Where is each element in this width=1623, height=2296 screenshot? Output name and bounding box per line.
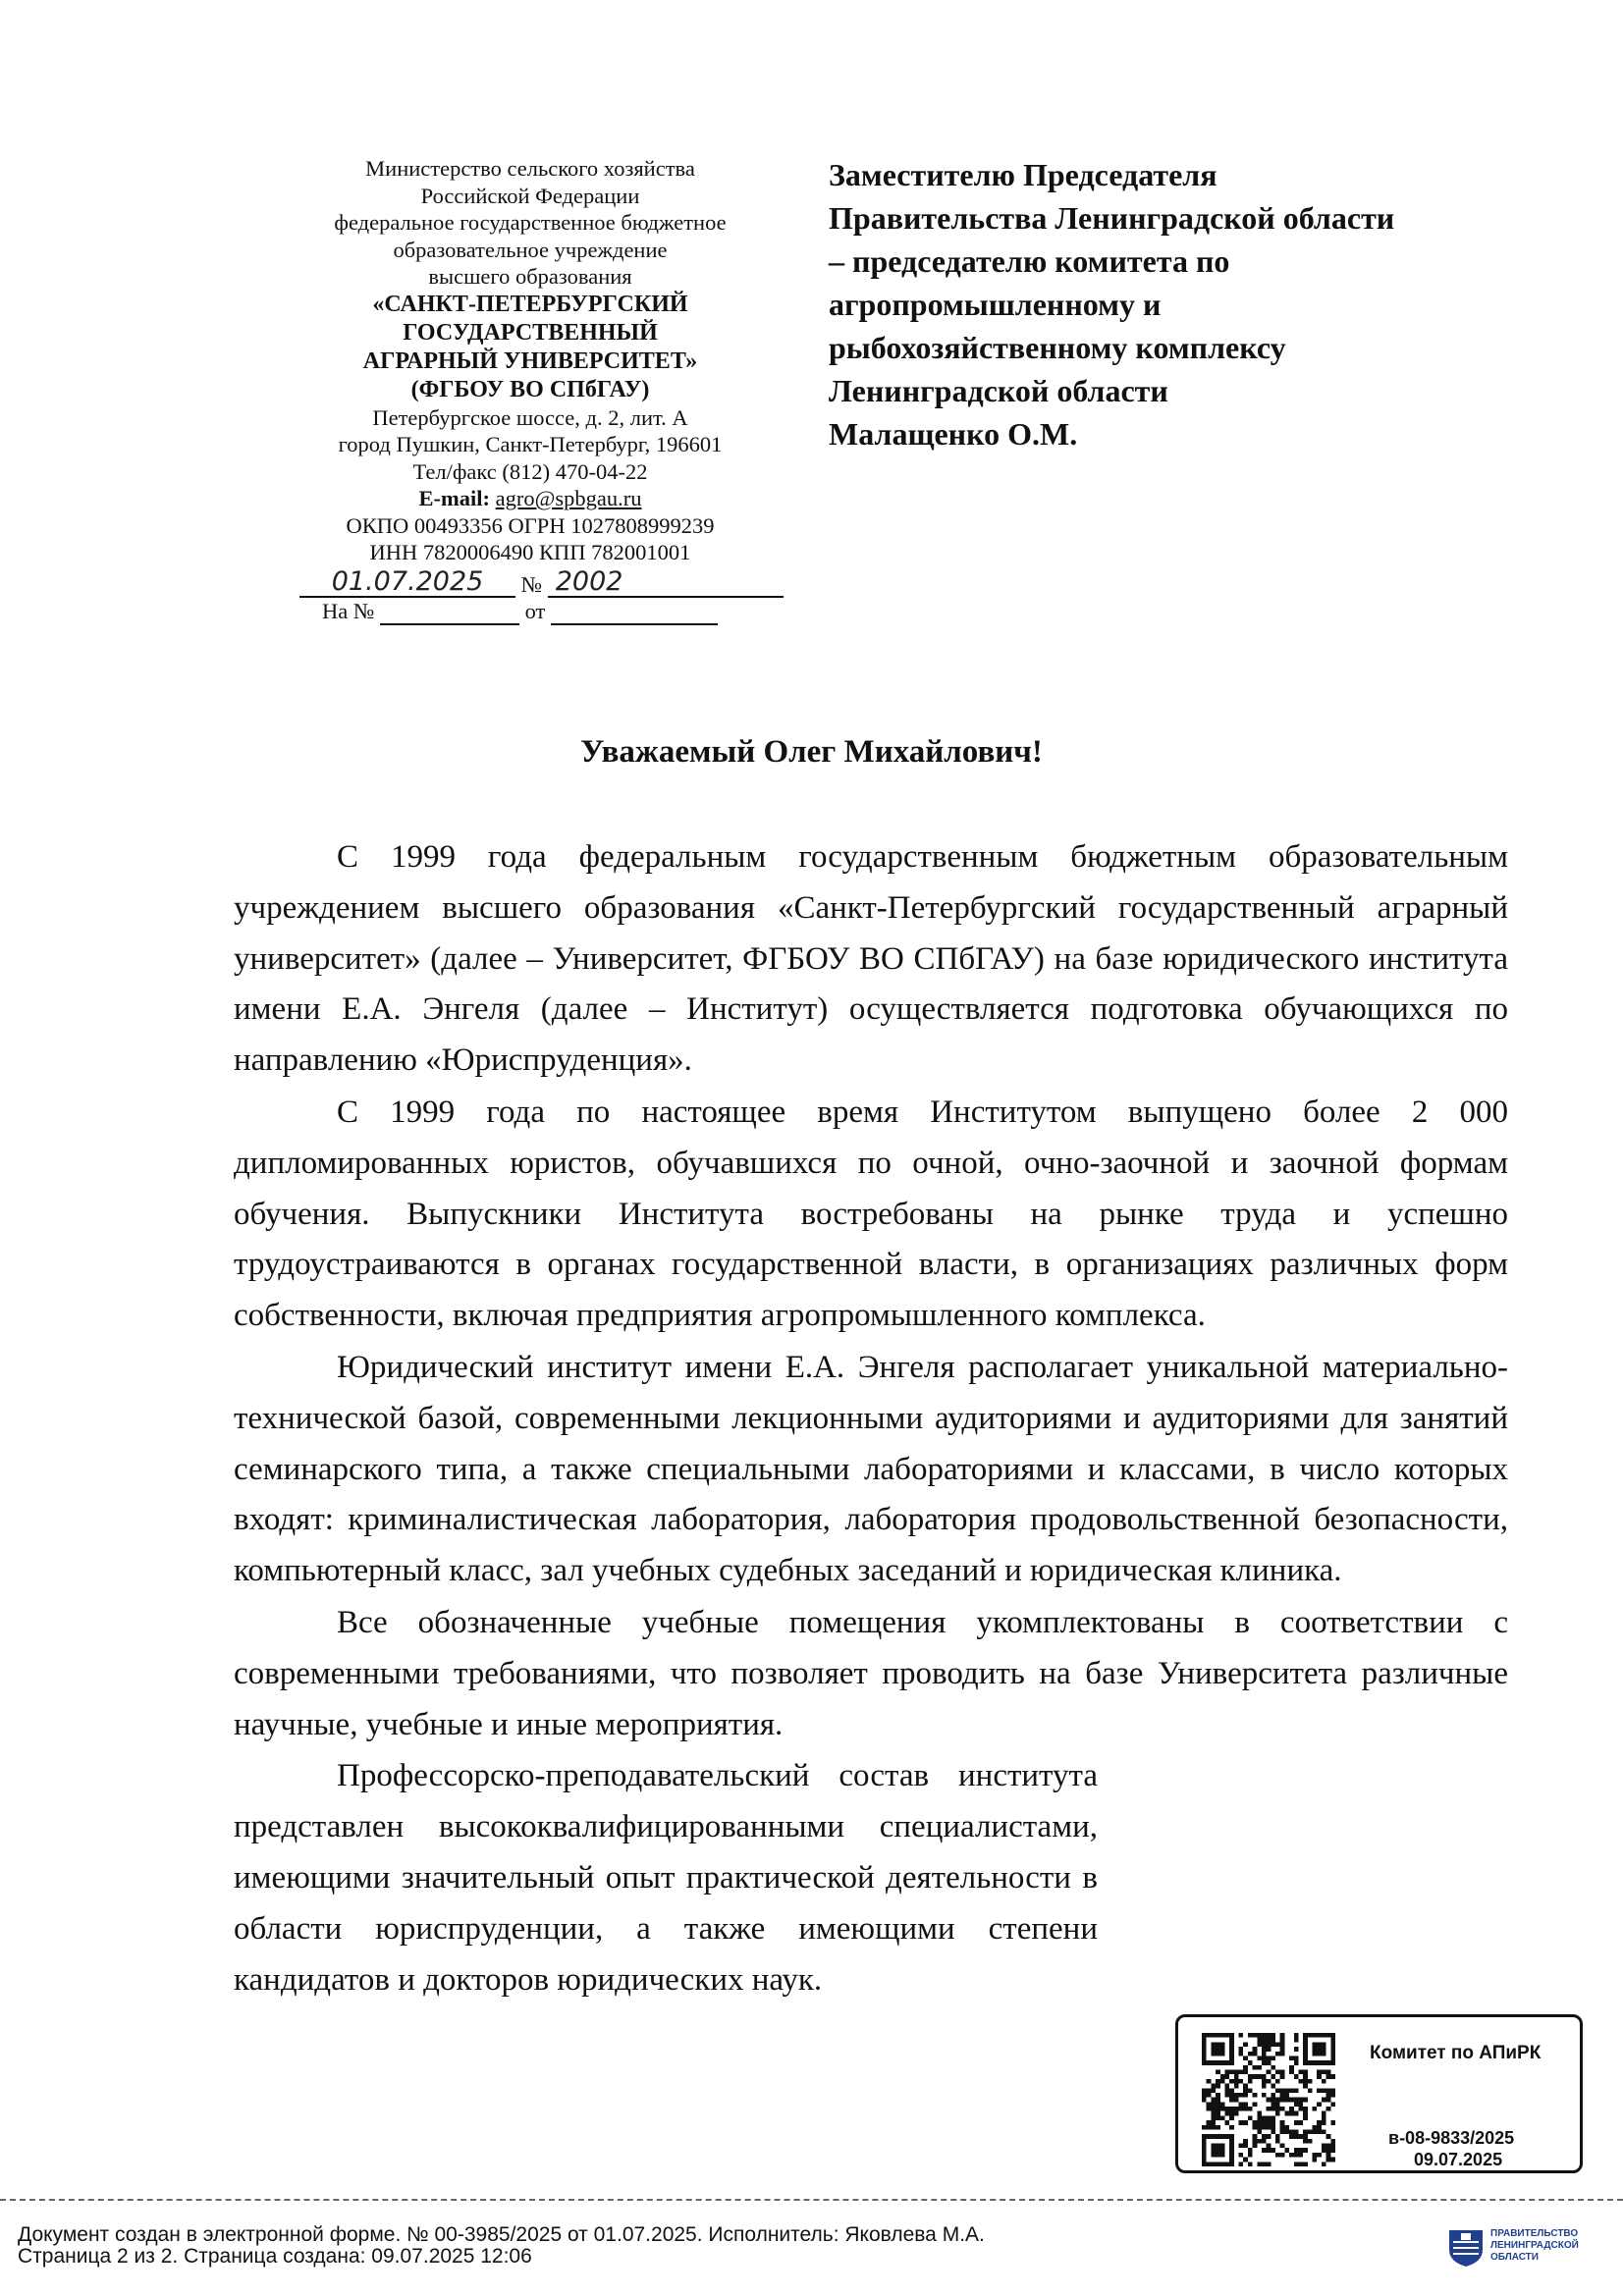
body-paragraph: Юридический институт имени Е.А. Энгеля располагает уникальной материально-технической базой, современными лекционными аудиториями и аудиториями для занятий семинарского типа, а также специальными лабораториями и классами, в число которых входят: криминалистическая лаборатория, лаборатория продовольственной безопасности, компьютерный класс, зал учебных судебных заседаний и юридическая клиника. [234, 1349, 1508, 1589]
sender-org-name: АГРАРНЫЙ УНИВЕРСИТЕТ» [362, 347, 698, 374]
body-paragraph: Профессорско-преподавательский состав института представлен высококвалифицированными специалистами, имеющими значительный опыт практической деятельности в области юриспруденции, а также имеющими степени кандидатов и докторов юридических наук. [234, 1758, 1098, 1998]
sender-org-name: ГОСУДАРСТВЕННЫЙ [403, 319, 658, 346]
addressee-line: Заместителю Председателя [829, 157, 1217, 192]
outgoing-number: 2002 [555, 565, 623, 597]
from-label: от [524, 599, 546, 623]
logo-line: ОБЛАСТИ [1490, 2252, 1539, 2263]
sender-line: Российской Федерации [420, 183, 640, 208]
addressee-line: – председателю комитета по [829, 243, 1230, 279]
body-paragraph: Все обозначенные учебные помещения укомплектованы в соответствии с современными требованиями, что позволяет проводить на базе Университета различные научные, учебные и иные мероприятия. [234, 1604, 1508, 1742]
email-label: E-mail: [418, 486, 491, 510]
sender-address: город Пушкин, Санкт-Петербург, 196601 [338, 432, 723, 456]
number-label: № [520, 571, 543, 597]
sender-line: образовательное учреждение [393, 237, 668, 262]
reply-date-field [551, 602, 718, 625]
sender-line: высшего образования [428, 264, 632, 289]
outgoing-date-field [299, 565, 515, 599]
outgoing-reference [265, 565, 795, 599]
addressee-line: рыбохозяйственному комплексу [829, 330, 1286, 365]
footer-document-info: Документ создан в электронной форме. № 00-3985/2025 от 01.07.2025. Исполнитель: Яковлева М.А. [18, 2223, 985, 2246]
government-logo [1447, 2226, 1579, 2273]
sender-org-name: «САНКТ-ПЕТЕРБУРГСКИЙ [372, 291, 688, 317]
sender-line: федеральное государственное бюджетное [334, 210, 727, 235]
sender-org-abbr: (ФГБОУ ВО СПбГАУ) [410, 376, 650, 402]
addressee-line: агропромышленному и [829, 287, 1162, 322]
sender-inn: ИНН 7820006490 КПП 782001001 [369, 540, 691, 564]
letter-body [234, 832, 1508, 2006]
stamp-date: 09.07.2025 [1414, 2150, 1503, 2169]
coat-of-arms-icon [1447, 2228, 1485, 2268]
addressee-line: Правительства Ленинградской области [829, 200, 1395, 236]
sender-letterhead [265, 155, 795, 625]
footer-divider [0, 2199, 1623, 2201]
footer-page-info: Страница 2 из 2. Страница создана: 09.07.2025 12:06 [18, 2245, 532, 2268]
footer [18, 2224, 985, 2268]
salutation: Уважаемый Олег Михайлович! [580, 734, 1043, 770]
email-link[interactable]: agro@spbgau.ru [495, 486, 642, 510]
logo-line: ПРАВИТЕЛЬСТВО [1490, 2228, 1579, 2239]
logo-line: ЛЕНИНГРАДСКОЙ [1490, 2240, 1579, 2251]
outgoing-number-field [548, 565, 784, 599]
body-paragraph: С 1999 года федеральным государственным бюджетным образовательным учреждением высшего образования «Санкт-Петербургский государственный аграрный университет» (далее – Университет, ФГБОУ ВО СПбГАУ) на базе юридического института имени Е.А. Энгеля (далее – Институт) осуществляется подготовка обучающихся по направлению «Юриспруденция». [234, 839, 1508, 1079]
reply-reference [265, 598, 795, 625]
stamp-organization: Комитет по АПиРК [1370, 2043, 1542, 2063]
sender-okpo: ОКПО 00493356 ОГРН 1027808999239 [346, 512, 715, 538]
reply-label: На № [322, 599, 375, 623]
outgoing-date: 01.07.2025 [331, 565, 484, 597]
addressee-line: Ленинградской области [829, 373, 1168, 408]
sender-phone: Тел/факс (812) 470-04-22 [412, 458, 648, 484]
sender-address: Петербургское шоссе, д. 2, лит. А [372, 404, 688, 430]
reply-number-field [380, 602, 519, 625]
registration-stamp [1175, 2014, 1583, 2173]
sender-line: Министерство сельского хозяйства [365, 156, 695, 181]
addressee-block [829, 153, 1536, 455]
government-logo-text [1490, 2228, 1579, 2264]
sender-email-row [265, 485, 795, 512]
stamp-registration-number: в-08-9833/2025 [1388, 2128, 1515, 2148]
body-paragraph: С 1999 года по настоящее время Институтом выпущено более 2 000 дипломированных юристов, обучавшихся по очной, очно-заочной и заочной формам обучения. Выпускники Института востребованы на рынке труда и успешно трудоустраиваются в органах государственной власти, в организациях различных форм собственности, включая предприятия агропромышленного комплекса. [234, 1094, 1508, 1334]
addressee-name: Малащенко О.М. [829, 416, 1078, 452]
qr-code-icon [1202, 2033, 1335, 2166]
